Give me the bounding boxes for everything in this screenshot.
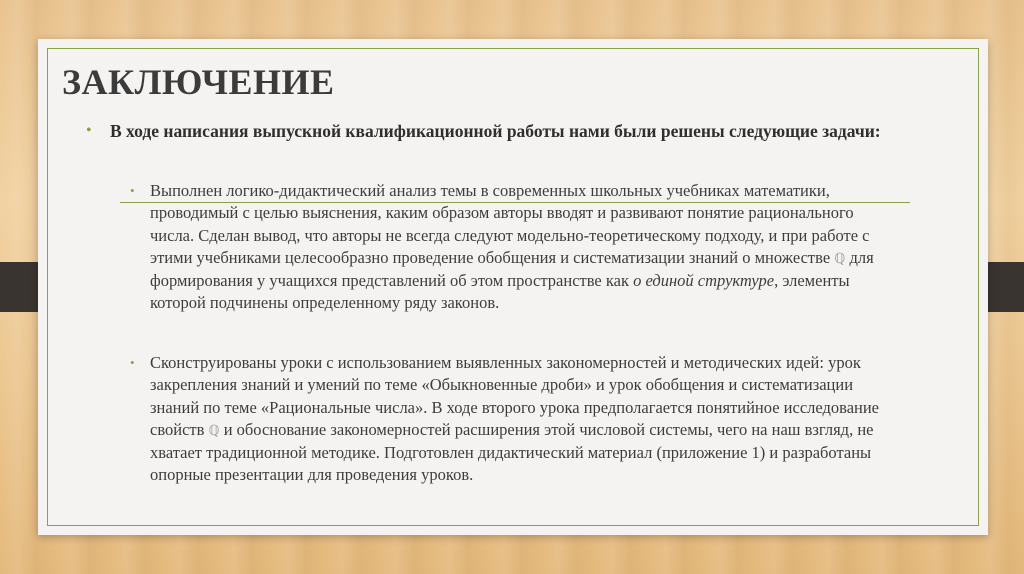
rational-numbers-symbol: ℚ <box>834 250 846 267</box>
task-1-text-part3: , элементы которой подчинены определенному ряду законов. <box>150 271 850 313</box>
task-1-text-part1: Выполнен логико-дидактический анализ темы в современных школьных учебниках математики, проводимый с целью выяснения, каким образом авторы вводят и развивают понятие рационального числа. Сделан вывод, что авторы не всегда следуют модельно-теоретическому подходу, и при работе с этими учебниками целесообразно проведение обобщения и систематизации знаний о множестве <box>150 181 870 267</box>
sub-bullet-icon: • <box>130 183 135 198</box>
rational-numbers-symbol: ℚ <box>208 422 220 439</box>
bullet-icon: • <box>86 122 92 139</box>
task-2-text-part2: и обоснование закономерностей расширения этой числовой системы, чего на наш взгляд, не хватает традиционной методике. Подготовлен дидактический материал (приложение 1) и разработаны опорные презентации для проведения уроков. <box>150 419 874 485</box>
slide-card <box>38 39 988 535</box>
task-1-italic-text: о единой структуре <box>633 271 775 291</box>
task-1-text-part2: для формирования у учащихся представлений об этом пространстве как <box>150 247 874 291</box>
sub-bullet-icon: • <box>130 355 135 370</box>
intro-text: В ходе написания выпускной квалификационной работы нами были решены следующие задачи: <box>110 121 881 141</box>
task-item-1 <box>150 180 890 315</box>
task-2-text-part1: Сконструированы уроки с использованием выявленных закономерностей и методических идей: урок закрепления знаний и умений по теме «Обыкновенные дроби» и урок обобщения и систематизации знаний по теме «Рациональные числа». В ходе второго урока предполагается понятийное исследование свойств <box>150 353 880 439</box>
task-item-2 <box>150 352 890 487</box>
slide-title: ЗАКЛЮЧЕНИЕ <box>62 62 335 102</box>
